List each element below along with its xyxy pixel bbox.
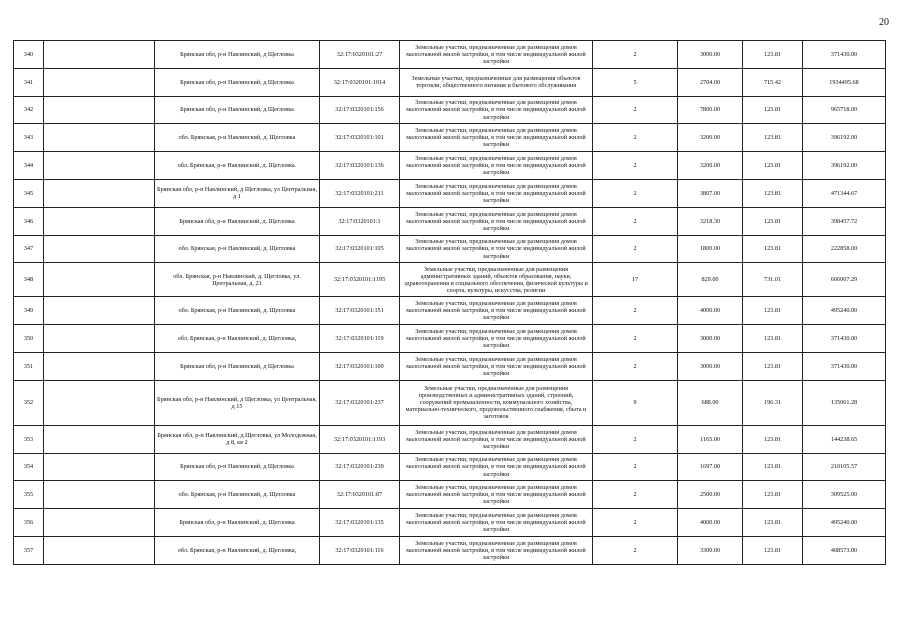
area-cell: 1800.00	[678, 235, 743, 263]
table-row	[14, 179, 886, 207]
address-cell: обл. Брянская, р-н Навлинский, д. Щегловка	[155, 235, 320, 263]
cadastral-value-cell: 135061.28	[803, 380, 886, 425]
area-cell: 3000.00	[678, 41, 743, 69]
use-group-cell: 2	[593, 536, 678, 564]
area-cell: 2500.00	[678, 481, 743, 509]
table-row	[14, 152, 886, 180]
specific-value-cell: 123.81	[743, 453, 803, 481]
land-use-cell: Земельные участки, предназначенные для размещения производственных и административных зданий, строений, сооружений промышленности, коммунального хозяйства, материально-технического, продовольственного снабжения, сбыта и заготовок	[400, 380, 593, 425]
row-number-cell: 345	[14, 179, 44, 207]
cadastral-value-cell: 495240.00	[803, 509, 886, 537]
land-use-cell: Земельные участки, предназначенные для размещения домов малоэтажной жилой застройки, в том числе индивидуальной жилой застройки	[400, 124, 593, 152]
area-cell: 3300.00	[678, 536, 743, 564]
cadastral-value-cell: 495240.00	[803, 297, 886, 325]
use-group-cell: 2	[593, 352, 678, 380]
address-cell: Брянская обл, р-н Навлинский, д Щегловка	[155, 352, 320, 380]
blank-cell	[44, 481, 155, 509]
area-cell: 4000.00	[678, 297, 743, 325]
specific-value-cell: 123.81	[743, 509, 803, 537]
land-use-cell: Земельные участки, предназначенные для размещения объектов торговли, общественного питания и бытового обслуживания	[400, 68, 593, 96]
row-number-cell: 351	[14, 352, 44, 380]
cadastral-value-cell: 396192.00	[803, 152, 886, 180]
area-cell: 1697.00	[678, 453, 743, 481]
cadastral-number-cell: 32:17:0320101:105	[320, 235, 400, 263]
cadastral-value-cell: 309525.00	[803, 481, 886, 509]
blank-cell	[44, 325, 155, 353]
address-cell: обл. Брянская, р-н Навлинский, д. Щегловка	[155, 124, 320, 152]
land-use-cell: Земельные участки, предназначенные для размещения административных зданий, объектов образования, науки, здравоохранения и социального обеспечения, физической культуры и спорта, культуры, искусства, религии	[400, 263, 593, 297]
specific-value-cell: 715.42	[743, 68, 803, 96]
cadastral-value-cell: 144238.65	[803, 425, 886, 453]
address-cell: Брянская обл, р-н Навлинский, д Щегловка	[155, 41, 320, 69]
table-row	[14, 41, 886, 69]
specific-value-cell: 123.81	[743, 481, 803, 509]
address-cell: Брянская обл, р-н Навлинский, д Щегловка	[155, 68, 320, 96]
address-cell: обл. Брянская, р-н Навлинский, д. Щегловка	[155, 297, 320, 325]
blank-cell	[44, 96, 155, 124]
row-number-cell: 343	[14, 124, 44, 152]
address-cell: обл. Брянская, р-н Навлинский, д. Щегловка,	[155, 325, 320, 353]
row-number-cell: 340	[14, 41, 44, 69]
area-cell: 3200.00	[678, 152, 743, 180]
specific-value-cell: 123.81	[743, 536, 803, 564]
specific-value-cell: 123.81	[743, 352, 803, 380]
use-group-cell: 5	[593, 68, 678, 96]
area-cell: 3000.00	[678, 352, 743, 380]
cadastral-value-cell: 371430.00	[803, 41, 886, 69]
land-registry-table	[13, 40, 886, 565]
page-number: 20	[879, 17, 889, 28]
area-cell: 3807.00	[678, 179, 743, 207]
cadastral-number-cell: 32:17:0320101:87	[320, 481, 400, 509]
blank-cell	[44, 41, 155, 69]
specific-value-cell: 123.81	[743, 297, 803, 325]
use-group-cell: 2	[593, 509, 678, 537]
area-cell: 829.00	[678, 263, 743, 297]
cadastral-number-cell: 32:17:0320101:211	[320, 179, 400, 207]
specific-value-cell: 123.81	[743, 96, 803, 124]
blank-cell	[44, 68, 155, 96]
cadastral-value-cell: 398457.72	[803, 207, 886, 235]
blank-cell	[44, 380, 155, 425]
area-cell: 7800.00	[678, 96, 743, 124]
specific-value-cell: 731.01	[743, 263, 803, 297]
use-group-cell: 2	[593, 41, 678, 69]
cadastral-value-cell: 606007.29	[803, 263, 886, 297]
table-row	[14, 68, 886, 96]
area-cell: 4000.00	[678, 509, 743, 537]
table-row	[14, 207, 886, 235]
table-row	[14, 380, 886, 425]
row-number-cell: 350	[14, 325, 44, 353]
address-cell: Брянская обл, р-н Навлинский, д Щегловка	[155, 453, 320, 481]
address-cell: Брянская обл, р-н Навлинский, д Щегловка, ул Центральная, д 1	[155, 179, 320, 207]
cadastral-number-cell: 32:17:0320101:119	[320, 325, 400, 353]
use-group-cell: 9	[593, 380, 678, 425]
address-cell: Брянская обл, р-н Навлинский, д. Щегловка	[155, 509, 320, 537]
table-body	[14, 41, 886, 565]
blank-cell	[44, 124, 155, 152]
row-number-cell: 347	[14, 235, 44, 263]
cadastral-value-cell: 396192.00	[803, 124, 886, 152]
use-group-cell: 2	[593, 179, 678, 207]
cadastral-number-cell: 32:17:0320101:135	[320, 509, 400, 537]
address-cell: обл. Брянская, р-н Навлинский, д. Щегловка	[155, 481, 320, 509]
blank-cell	[44, 179, 155, 207]
use-group-cell: 2	[593, 235, 678, 263]
cadastral-number-cell: 32:17:0320101:100	[320, 352, 400, 380]
cadastral-value-cell: 471344.67	[803, 179, 886, 207]
cadastral-number-cell: 32:17:0320101:136	[320, 152, 400, 180]
table-row	[14, 425, 886, 453]
blank-cell	[44, 453, 155, 481]
specific-value-cell: 196.31	[743, 380, 803, 425]
cadastral-value-cell: 1934495.68	[803, 68, 886, 96]
cadastral-number-cell: 32:17:0320101:237	[320, 380, 400, 425]
table-row	[14, 481, 886, 509]
row-number-cell: 349	[14, 297, 44, 325]
cadastral-number-cell: 32:17:0320101:1	[320, 207, 400, 235]
table-row	[14, 96, 886, 124]
table-row	[14, 352, 886, 380]
use-group-cell: 2	[593, 96, 678, 124]
use-group-cell: 2	[593, 152, 678, 180]
blank-cell	[44, 152, 155, 180]
area-cell: 1165.00	[678, 425, 743, 453]
cadastral-number-cell: 32:17:0320101:1193	[320, 425, 400, 453]
use-group-cell: 17	[593, 263, 678, 297]
land-use-cell: Земельные участки, предназначенные для размещения домов малоэтажной жилой застройки, в том числе индивидуальной жилой застройки	[400, 235, 593, 263]
land-use-cell: Земельные участки, предназначенные для размещения домов малоэтажной жилой застройки, в том числе индивидуальной жилой застройки	[400, 425, 593, 453]
address-cell: обл. Брянская, р-н Навлинский, д. Щегловка,	[155, 536, 320, 564]
land-use-cell: Земельные участки, предназначенные для размещения домов малоэтажной жилой застройки, в том числе индивидуальной жилой застройки	[400, 152, 593, 180]
cadastral-value-cell: 371430.00	[803, 325, 886, 353]
address-cell: Брянская обл, р-н Навлинский, д Щегловка, ул Центральная, д 15	[155, 380, 320, 425]
cadastral-value-cell: 210105.57	[803, 453, 886, 481]
row-number-cell: 355	[14, 481, 44, 509]
specific-value-cell: 123.81	[743, 124, 803, 152]
area-cell: 3000.00	[678, 325, 743, 353]
area-cell: 3218.30	[678, 207, 743, 235]
specific-value-cell: 123.81	[743, 235, 803, 263]
row-number-cell: 356	[14, 509, 44, 537]
cadastral-number-cell: 32:17:0320101:239	[320, 453, 400, 481]
blank-cell	[44, 297, 155, 325]
cadastral-number-cell: 32:17:0320101:1195	[320, 263, 400, 297]
cadastral-number-cell: 32:17:0320101:1014	[320, 68, 400, 96]
row-number-cell: 341	[14, 68, 44, 96]
area-cell: 3200.00	[678, 124, 743, 152]
specific-value-cell: 123.81	[743, 207, 803, 235]
land-use-cell: Земельные участки, предназначенные для размещения домов малоэтажной жилой застройки, в том числе индивидуальной жилой застройки	[400, 536, 593, 564]
table-row	[14, 325, 886, 353]
land-use-cell: Земельные участки, предназначенные для размещения домов малоэтажной жилой застройки, в том числе индивидуальной жилой застройки	[400, 481, 593, 509]
use-group-cell: 2	[593, 124, 678, 152]
land-use-cell: Земельные участки, предназначенные для размещения домов малоэтажной жилой застройки, в том числе индивидуальной жилой застройки	[400, 453, 593, 481]
blank-cell	[44, 536, 155, 564]
address-cell: обл. Брянская, р-н Навлинский, д. Щегловка, ул. Центральная, д. 21	[155, 263, 320, 297]
cadastral-number-cell: 32:17:0320101:101	[320, 124, 400, 152]
use-group-cell: 2	[593, 325, 678, 353]
blank-cell	[44, 425, 155, 453]
row-number-cell: 353	[14, 425, 44, 453]
cadastral-number-cell: 32:17:0320101:116	[320, 536, 400, 564]
row-number-cell: 344	[14, 152, 44, 180]
specific-value-cell: 123.81	[743, 41, 803, 69]
address-cell: Брянская обл, р-н Навлинский, д Щегловка, ул Молодежная, д 8, кв 2	[155, 425, 320, 453]
use-group-cell: 2	[593, 453, 678, 481]
cadastral-value-cell: 222858.00	[803, 235, 886, 263]
use-group-cell: 2	[593, 207, 678, 235]
cadastral-value-cell: 965718.00	[803, 96, 886, 124]
use-group-cell: 2	[593, 481, 678, 509]
land-use-cell: Земельные участки, предназначенные для размещения домов малоэтажной жилой застройки, в том числе индивидуальной жилой застройки	[400, 509, 593, 537]
land-use-cell: Земельные участки, предназначенные для размещения домов малоэтажной жилой застройки, в том числе индивидуальной жилой застройки	[400, 297, 593, 325]
land-use-cell: Земельные участки, предназначенные для размещения домов малоэтажной жилой застройки, в том числе индивидуальной жилой застройки	[400, 352, 593, 380]
blank-cell	[44, 235, 155, 263]
address-cell: Брянская обл, р-н Навлинский, д. Щегловка	[155, 207, 320, 235]
cadastral-value-cell: 371430.00	[803, 352, 886, 380]
blank-cell	[44, 352, 155, 380]
table-row	[14, 536, 886, 564]
land-use-cell: Земельные участки, предназначенные для размещения домов малоэтажной жилой застройки, в том числе индивидуальной жилой застройки	[400, 41, 593, 69]
row-number-cell: 357	[14, 536, 44, 564]
row-number-cell: 354	[14, 453, 44, 481]
specific-value-cell: 123.81	[743, 152, 803, 180]
table-row	[14, 263, 886, 297]
area-cell: 688.00	[678, 380, 743, 425]
blank-cell	[44, 207, 155, 235]
cadastral-number-cell: 32:17:0320101:27	[320, 41, 400, 69]
use-group-cell: 2	[593, 425, 678, 453]
land-use-cell: Земельные участки, предназначенные для размещения домов малоэтажной жилой застройки, в том числе индивидуальной жилой застройки	[400, 96, 593, 124]
land-use-cell: Земельные участки, предназначенные для размещения домов малоэтажной жилой застройки, в том числе индивидуальной жилой застройки	[400, 325, 593, 353]
address-cell: обл. Брянская, р-н Навлинский, д. Щегловка.	[155, 152, 320, 180]
land-use-cell: Земельные участки, предназначенные для размещения домов малоэтажной жилой застройки, в том числе индивидуальной жилой застройки	[400, 207, 593, 235]
specific-value-cell: 123.81	[743, 325, 803, 353]
cadastral-number-cell: 32:17:0320101:151	[320, 297, 400, 325]
table-row	[14, 297, 886, 325]
row-number-cell: 342	[14, 96, 44, 124]
table-row	[14, 509, 886, 537]
specific-value-cell: 123.81	[743, 179, 803, 207]
table-row	[14, 124, 886, 152]
row-number-cell: 346	[14, 207, 44, 235]
blank-cell	[44, 509, 155, 537]
cadastral-value-cell: 408573.00	[803, 536, 886, 564]
address-cell: Брянская обл, р-н Навлинский, д Щегловка	[155, 96, 320, 124]
specific-value-cell: 123.81	[743, 425, 803, 453]
row-number-cell: 352	[14, 380, 44, 425]
blank-cell	[44, 263, 155, 297]
use-group-cell: 2	[593, 297, 678, 325]
cadastral-number-cell: 32:17:0320101:156	[320, 96, 400, 124]
area-cell: 2704.00	[678, 68, 743, 96]
land-use-cell: Земельные участки, предназначенные для размещения домов малоэтажной жилой застройки, в том числе индивидуальной жилой застройки	[400, 179, 593, 207]
table-row	[14, 235, 886, 263]
row-number-cell: 348	[14, 263, 44, 297]
table-row	[14, 453, 886, 481]
